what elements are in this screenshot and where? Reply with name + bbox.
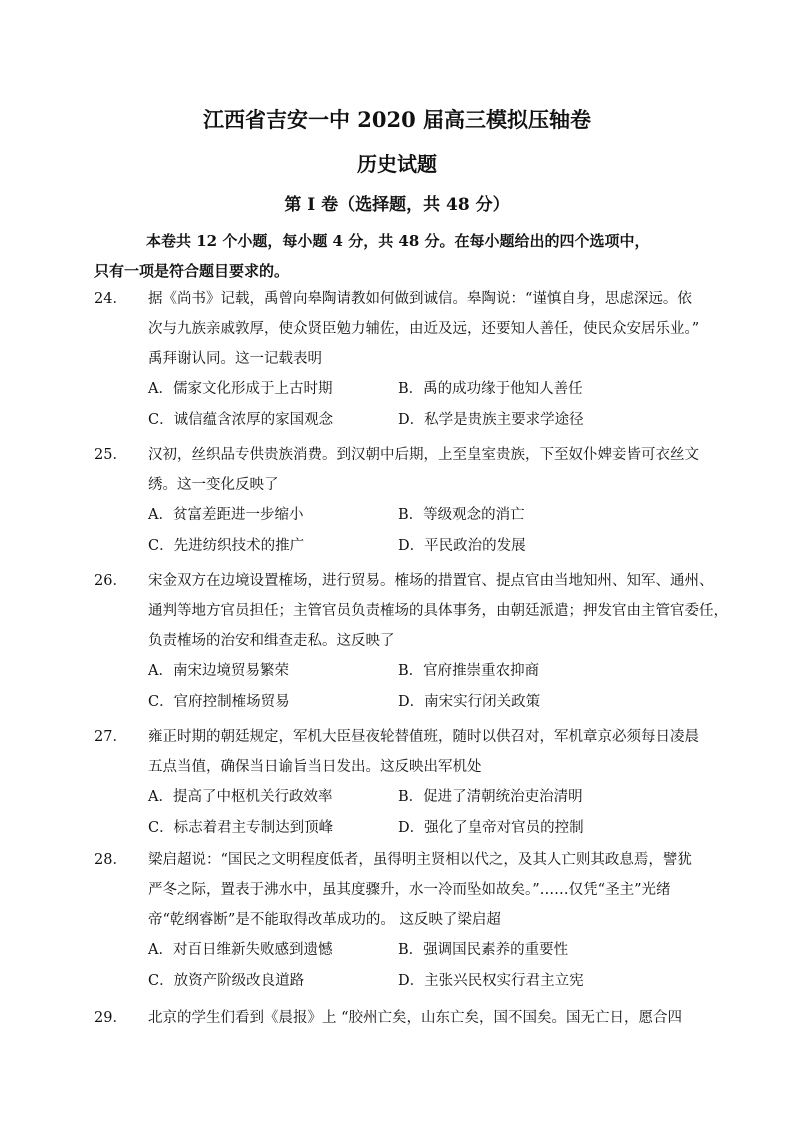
question-stem-line: 汉初，丝织品专供贵族消费。到汉朝中后期，上至皇室贵族，下至奴仆婢妾皆可衣丝文	[148, 447, 699, 463]
question-number: 26．	[94, 573, 127, 589]
question-stem-line: 禹拜谢认同。这一记载表明	[148, 351, 322, 367]
instructions-line-2: 只有一项是符合题目要求的。	[94, 262, 290, 280]
question-28	[94, 845, 694, 997]
option-d[interactable]: D．主张兴民权实行君主立宪	[398, 973, 584, 989]
question-stem-line: 梁启超说：“国民之文明程度低者，虽得明主贤相以代之，及其人亡则其政息焉，譬犹	[148, 852, 692, 868]
options-row	[94, 405, 694, 436]
option-b[interactable]: B．强调国民素养的重要性	[398, 942, 569, 958]
exam-title: 江西省吉安一中 2020 届高三模拟压轴卷	[202, 107, 592, 132]
question-29	[94, 1003, 694, 1033]
option-b[interactable]: B．禹的成功缘于他知人善任	[398, 381, 583, 397]
question-stem-line: 通判等地方官员担任；主管官员负责榷场的具体事务，由朝廷派遣；押发官由主管官委任，	[148, 603, 728, 619]
question-number: 25．	[94, 447, 127, 463]
option-d[interactable]: D．南宋实行闭关政策	[398, 694, 541, 710]
question-number: 29．	[94, 1010, 127, 1026]
question-stem-line: 雍正时期的朝廷规定，军机大臣昼夜轮替值班，随时以供召对，军机章京必须每日凌晨	[148, 729, 699, 745]
question-27	[94, 722, 699, 844]
option-c[interactable]: C．官府控制榷场贸易	[148, 694, 290, 710]
question-stem-line: 严冬之际，置表于沸水中，虽其度骤升，水一冷而坠如故矣。”……仅凭“圣主”光绪	[148, 882, 671, 898]
instructions	[94, 226, 674, 286]
option-d[interactable]: D．平民政治的发展	[398, 538, 526, 554]
question-24	[94, 284, 700, 436]
question-26	[94, 566, 728, 718]
options-row	[94, 531, 694, 562]
question-stem-line: 据《尚书》记载，禹曾向皋陶请教如何做到诚信。皋陶说：“谨慎自身，思虑深远。依	[148, 291, 692, 307]
question-stem-line: 负责榷场的治安和缉查走私。这反映了	[148, 633, 395, 649]
exam-subject: 历史试题	[357, 152, 437, 176]
question-stem-line: 帝“乾纲睿断”是不能取得改革成功的。 这反映了梁启超	[148, 912, 501, 928]
options-row	[94, 687, 694, 718]
question-stem-line: 绣。这一变化反映了	[148, 477, 279, 493]
option-b[interactable]: B．等级观念的消亡	[398, 507, 525, 523]
options-row	[94, 935, 694, 966]
option-a[interactable]: A．对百日维新失败感到遗憾	[148, 942, 333, 958]
question-number: 28．	[94, 852, 127, 868]
option-c[interactable]: C．先进纺织技术的推广	[148, 538, 305, 554]
question-number: 27．	[94, 729, 127, 745]
option-d[interactable]: D．私学是贵族主要求学途径	[398, 412, 584, 428]
option-c[interactable]: C．放资产阶级改良道路	[148, 973, 305, 989]
options-row	[94, 500, 694, 531]
option-d[interactable]: D．强化了皇帝对官员的控制	[398, 820, 584, 836]
instructions-line-1: 本卷共 12 个小题，每小题 4 分，共 48 分。在每小题给出的四个选项中，	[146, 232, 650, 250]
options-row	[94, 374, 694, 405]
options-row	[94, 813, 694, 844]
option-c[interactable]: C．诚信蕴含浓厚的家国观念	[148, 412, 334, 428]
option-a[interactable]: A．儒家文化形成于上古时期	[148, 381, 333, 397]
option-a[interactable]: A．贫富差距进一步缩小	[148, 507, 304, 523]
question-stem-line: 五点当值，确保当日谕旨当日发出。这反映出军机处	[148, 759, 482, 775]
question-stem-line: 次与九族亲戚敦厚，使众贤臣勉力辅佐，由近及远，还要知人善任，使民众安居乐业。”	[148, 321, 700, 337]
question-stem-line: 北京的学生们看到《晨报》上 “胶州亡矣，山东亡矣，国不国矣。国无亡日，愿合四	[148, 1010, 683, 1026]
options-row	[94, 782, 694, 813]
options-row	[94, 966, 694, 997]
question-stem-line: 宋金双方在边境设置榷场，进行贸易。榷场的措置官、提点官由当地知州、知军、通州、	[148, 573, 714, 589]
option-a[interactable]: A．南宋边境贸易繁荣	[148, 663, 289, 679]
option-c[interactable]: C．标志着君主专制达到顶峰	[148, 820, 334, 836]
options-row	[94, 656, 694, 687]
question-number: 24．	[94, 291, 127, 307]
option-b[interactable]: B．官府推崇重农抑商	[398, 663, 540, 679]
option-a[interactable]: A．提高了中枢机关行政效率	[148, 789, 333, 805]
question-25	[94, 440, 699, 562]
section-heading: 第 I 卷（选择题，共 48 分）	[284, 195, 510, 215]
option-b[interactable]: B．促进了清朝统治吏治清明	[398, 789, 583, 805]
